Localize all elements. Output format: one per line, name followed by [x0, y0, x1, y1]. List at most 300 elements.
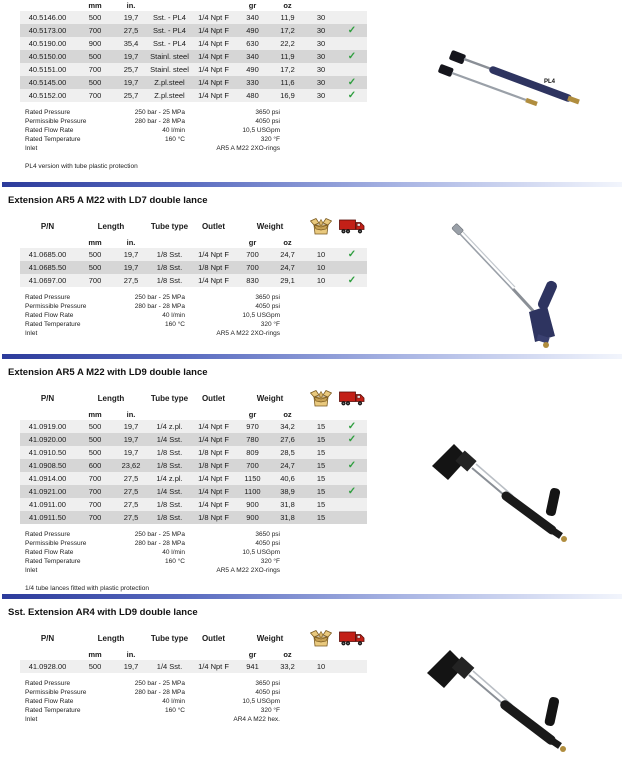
column-header-length: Length	[97, 221, 125, 231]
pn-cell: 41.0914.00	[28, 474, 67, 483]
tube-type-cell: Sst. - PL4	[153, 13, 186, 22]
tube-type-cell: 1/4 Sst.	[156, 662, 183, 671]
mm-cell: 600	[88, 461, 102, 470]
table-row	[20, 433, 367, 446]
tube-type-cell: 1/8 Sst.	[156, 500, 183, 509]
spec-value-metric	[128, 715, 185, 724]
spec-value-imperial: 3650 psi	[255, 109, 280, 116]
oz-cell: 27,6	[280, 435, 295, 444]
gr-cell: 330	[246, 78, 259, 87]
spec-block	[25, 108, 280, 153]
in-cell: 19,7	[123, 448, 139, 457]
spec-row	[25, 126, 280, 135]
section-separator-bar	[2, 594, 622, 599]
gr-cell: 970	[246, 422, 259, 431]
in-cell: 27,5	[123, 487, 139, 496]
spec-value-imperial: AR4 A M22 hex.	[233, 716, 280, 723]
spec-value-imperial: 10,5 USGpm	[242, 312, 280, 319]
qty-cell: 15	[316, 474, 326, 483]
footnote: 1/4 tube lances fitted with plastic protection	[25, 585, 149, 592]
oz-cell: 17,2	[280, 65, 295, 74]
spec-label: Rated Pressure	[25, 294, 71, 301]
spec-label: Rated Flow Rate	[25, 549, 74, 556]
pn-cell: 40.5145.00	[28, 78, 67, 87]
package-icon	[305, 217, 337, 236]
oz-cell: 31,8	[280, 500, 295, 509]
table-subheader-row	[20, 409, 367, 420]
mm-cell: 500	[88, 52, 102, 61]
package-icon	[305, 629, 337, 648]
outlet-cell: 1/4 Npt F	[198, 662, 229, 671]
oz-cell: 11,6	[280, 78, 295, 87]
mm-cell: 500	[88, 448, 102, 457]
mm-cell: 700	[88, 276, 102, 285]
qty-cell: 30	[316, 52, 326, 61]
spec-value-metric: 280 bar - 28 MPa	[134, 540, 185, 547]
spec-row	[25, 293, 280, 302]
spec-row	[25, 329, 280, 338]
check-icon: ✓	[347, 76, 357, 88]
truck-icon	[337, 218, 367, 235]
table-row	[20, 660, 367, 673]
spec-label: Inlet	[25, 145, 38, 152]
outlet-cell: 1/4 Npt F	[198, 39, 229, 48]
spec-value-imperial: AR5 A M22 2XO-rings	[216, 330, 280, 337]
spec-label: Rated Pressure	[25, 531, 71, 538]
tube-type-cell: 1/8 Sst.	[156, 448, 183, 457]
tube-type-cell: Stainl. steel	[150, 65, 189, 74]
product-table	[20, 215, 367, 287]
section-title: Extension AR5 A M22 with LD9 double lance	[8, 367, 208, 378]
truck-icon	[337, 390, 367, 407]
subheader-oz: oz	[283, 1, 292, 10]
tube-type-cell: Z.pl.steel	[154, 78, 185, 87]
table-subheader-row	[20, 649, 367, 660]
spec-value-imperial: 4050 psi	[255, 689, 280, 696]
qty-cell: 10	[316, 662, 326, 671]
spec-value-metric: 40 l/min	[162, 549, 185, 556]
qty-cell: 30	[316, 26, 326, 35]
spec-label: Permissible Pressure	[25, 303, 87, 310]
oz-cell: 29,1	[280, 276, 295, 285]
mm-cell: 500	[88, 435, 102, 444]
table-header-row	[20, 627, 367, 649]
tube-type-cell: 1/8 Sst.	[156, 263, 183, 272]
qty-cell: 30	[316, 13, 326, 22]
spec-value-metric: 280 bar - 28 MPa	[134, 118, 185, 125]
qty-cell: 15	[316, 500, 326, 509]
column-header-pn: P/N	[40, 221, 55, 231]
column-header-tube-type: Tube type	[150, 633, 189, 643]
gr-cell: 490	[246, 65, 259, 74]
spec-value-imperial: 4050 psi	[255, 303, 280, 310]
spec-value-metric: 40 l/min	[162, 698, 185, 705]
spec-row	[25, 302, 280, 311]
pn-cell: 40.5173.00	[28, 26, 67, 35]
qty-cell: 15	[316, 461, 326, 470]
table-row	[20, 37, 367, 50]
column-header-length: Length	[97, 633, 125, 643]
column-header-weight: Weight	[256, 221, 284, 231]
outlet-cell: 1/4 Npt F	[198, 500, 229, 509]
outlet-cell: 1/4 Npt F	[198, 422, 229, 431]
pl4-image-label: PL4	[544, 79, 556, 85]
gr-cell: 900	[246, 513, 259, 522]
table-subheader-row	[20, 237, 367, 248]
check-icon: ✓	[347, 248, 357, 260]
outlet-cell: 1/8 Npt F	[198, 263, 229, 272]
gr-cell: 1150	[244, 474, 261, 483]
section-separator-bar	[2, 182, 622, 187]
subheader-mm: mm	[88, 410, 102, 419]
column-header-pn: P/N	[40, 633, 55, 643]
spec-value-metric: 250 bar - 25 MPa	[134, 294, 185, 301]
column-header-pn: P/N	[40, 393, 55, 403]
oz-cell: 16,9	[280, 91, 295, 100]
outlet-cell: 1/4 Npt F	[198, 13, 229, 22]
table-row	[20, 511, 367, 524]
mm-cell: 500	[88, 662, 102, 671]
table-row	[20, 274, 367, 287]
gr-cell: 630	[246, 39, 259, 48]
oz-cell: 33,2	[280, 662, 295, 671]
qty-cell: 30	[316, 91, 326, 100]
check-icon: ✓	[347, 459, 357, 471]
pn-cell: 40.5151.00	[28, 65, 67, 74]
mm-cell: 700	[88, 26, 102, 35]
spec-label: Permissible Pressure	[25, 118, 87, 125]
oz-cell: 28,5	[280, 448, 295, 457]
footnote: PL4 version with tube plastic protection	[25, 163, 138, 170]
column-header-weight: Weight	[256, 633, 284, 643]
pn-cell: 41.0910.50	[28, 448, 67, 457]
section-title: Sst. Extension AR4 with LD9 double lance	[8, 607, 198, 618]
mm-cell: 700	[88, 65, 102, 74]
in-cell: 25,7	[123, 65, 139, 74]
spec-block	[25, 679, 280, 724]
table-subheader-row	[20, 0, 367, 11]
product-image-ld9-double-lance	[428, 436, 588, 546]
oz-cell: 17,2	[280, 26, 295, 35]
spec-label: Inlet	[25, 716, 38, 723]
tube-type-cell: 1/8 Sst.	[156, 276, 183, 285]
spec-value-imperial: 320 °F	[260, 707, 280, 714]
outlet-cell: 1/4 Npt F	[198, 26, 229, 35]
column-header-length: Length	[97, 393, 125, 403]
spec-value-imperial: AR5 A M22 2XO-rings	[216, 145, 280, 152]
table-row	[20, 11, 367, 24]
subheader-gr: gr	[248, 1, 257, 10]
subheader-gr: gr	[248, 650, 257, 659]
spec-value-imperial: 10,5 USGpm	[242, 549, 280, 556]
pn-cell: 41.0928.00	[28, 662, 67, 671]
table-row	[20, 89, 367, 102]
gr-cell: 700	[246, 250, 259, 259]
check-icon: ✓	[347, 420, 357, 432]
mm-cell: 500	[88, 13, 102, 22]
qty-cell: 30	[316, 65, 326, 74]
table-row	[20, 261, 367, 274]
outlet-cell: 1/4 Npt F	[198, 474, 229, 483]
mm-cell: 700	[88, 474, 102, 483]
qty-cell: 15	[316, 513, 326, 522]
in-cell: 35,4	[123, 39, 139, 48]
spec-row	[25, 311, 280, 320]
spec-value-metric: 160 °C	[165, 321, 185, 328]
table-row	[20, 63, 367, 76]
product-table	[20, 0, 367, 102]
outlet-cell: 1/4 Npt F	[198, 52, 229, 61]
column-header-outlet: Outlet	[201, 393, 226, 403]
spec-value-imperial: 3650 psi	[255, 294, 280, 301]
table-row	[20, 50, 367, 63]
mm-cell: 700	[88, 513, 102, 522]
spec-value-metric: 280 bar - 28 MPa	[134, 303, 185, 310]
in-cell: 19,7	[123, 52, 139, 61]
subheader-oz: oz	[283, 410, 292, 419]
tube-type-cell: 1/8 Sst.	[156, 513, 183, 522]
outlet-cell: 1/4 Npt F	[198, 65, 229, 74]
mm-cell: 900	[88, 39, 102, 48]
oz-cell: 24,7	[280, 250, 295, 259]
spec-value-imperial: 3650 psi	[255, 680, 280, 687]
mm-cell: 500	[88, 422, 102, 431]
spec-label: Permissible Pressure	[25, 689, 87, 696]
gr-cell: 809	[246, 448, 259, 457]
pn-cell: 41.0919.00	[28, 422, 67, 431]
mm-cell: 500	[88, 263, 102, 272]
section-title: Extension AR5 A M22 with LD7 double lance	[8, 195, 208, 206]
qty-cell: 15	[316, 422, 326, 431]
check-icon: ✓	[347, 50, 357, 62]
tube-type-cell: Z.pl.steel	[154, 91, 185, 100]
truck-icon	[337, 630, 367, 647]
check-icon: ✓	[347, 89, 357, 101]
spec-value-imperial: 4050 psi	[255, 540, 280, 547]
qty-cell: 30	[316, 78, 326, 87]
pn-cell: 40.5190.00	[28, 39, 67, 48]
table-row	[20, 485, 367, 498]
spec-label: Rated Pressure	[25, 109, 71, 116]
product-table	[20, 387, 367, 524]
check-icon: ✓	[347, 485, 357, 497]
gr-cell: 900	[246, 500, 259, 509]
oz-cell: 24,7	[280, 263, 295, 272]
in-cell: 27,5	[123, 474, 139, 483]
product-table	[20, 627, 367, 673]
in-cell: 19,7	[123, 662, 139, 671]
mm-cell: 700	[88, 487, 102, 496]
spec-value-metric: 280 bar - 28 MPa	[134, 689, 185, 696]
in-cell: 27,5	[123, 513, 139, 522]
outlet-cell: 1/4 Npt F	[198, 487, 229, 496]
spec-value-metric: 250 bar - 25 MPa	[134, 680, 185, 687]
tube-type-cell: Sst. - PL4	[153, 26, 186, 35]
table-body	[20, 660, 367, 673]
in-cell: 19,7	[123, 78, 139, 87]
spec-value-imperial: 320 °F	[260, 136, 280, 143]
spec-row	[25, 530, 280, 539]
outlet-cell: 1/8 Npt F	[198, 448, 229, 457]
subheader-gr: gr	[248, 238, 257, 247]
oz-cell: 22,2	[280, 39, 295, 48]
in-cell: 27,5	[123, 500, 139, 509]
spec-label: Rated Temperature	[25, 707, 81, 714]
subheader-gr: gr	[248, 410, 257, 419]
spec-label: Rated Flow Rate	[25, 312, 74, 319]
gr-cell: 780	[246, 435, 259, 444]
in-cell: 19,7	[123, 422, 139, 431]
gr-cell: 480	[246, 91, 259, 100]
product-image-pl4-lances	[436, 40, 631, 120]
spec-value-metric: 160 °C	[165, 707, 185, 714]
gr-cell: 700	[246, 461, 259, 470]
gr-cell: 830	[246, 276, 259, 285]
in-cell: 19,7	[123, 250, 139, 259]
outlet-cell: 1/8 Npt F	[198, 461, 229, 470]
column-header-outlet: Outlet	[201, 633, 226, 643]
mm-cell: 500	[88, 250, 102, 259]
qty-cell: 15	[316, 487, 326, 496]
qty-cell: 30	[316, 39, 326, 48]
tube-type-cell: 1/8 Sst.	[156, 461, 183, 470]
pn-cell: 41.0920.00	[28, 435, 67, 444]
table-row	[20, 472, 367, 485]
tube-type-cell: 1/4 Sst.	[156, 487, 183, 496]
spec-value-metric: 160 °C	[165, 558, 185, 565]
spec-row	[25, 566, 280, 575]
subheader-in: in.	[126, 238, 136, 247]
table-row	[20, 446, 367, 459]
product-image-ar4-ld9-lance	[423, 641, 588, 759]
spec-row	[25, 144, 280, 153]
column-header-outlet: Outlet	[201, 221, 226, 231]
column-header-tube-type: Tube type	[150, 393, 189, 403]
outlet-cell: 1/4 Npt F	[198, 435, 229, 444]
spec-value-metric: 250 bar - 25 MPa	[134, 531, 185, 538]
spec-value-metric	[128, 566, 185, 575]
subheader-oz: oz	[283, 650, 292, 659]
in-cell: 23,62	[121, 461, 141, 470]
subheader-mm: mm	[88, 650, 102, 659]
tube-type-cell: 1/4 Sst.	[156, 435, 183, 444]
check-icon: ✓	[347, 433, 357, 445]
pn-cell: 41.0908.50	[28, 461, 67, 470]
gr-cell: 340	[246, 13, 259, 22]
spec-row	[25, 135, 280, 144]
tube-type-cell: 1/4 z.pl.	[156, 474, 183, 483]
pn-cell: 41.0911.00	[29, 500, 66, 509]
spec-value-imperial: 10,5 USGpm	[242, 127, 280, 134]
mm-cell: 500	[88, 78, 102, 87]
pn-cell: 41.0697.00	[28, 276, 67, 285]
spec-label: Inlet	[25, 567, 38, 574]
pn-cell: 40.5150.00	[28, 52, 67, 61]
spec-block	[25, 530, 280, 575]
in-cell: 19,7	[123, 435, 139, 444]
gr-cell: 941	[246, 662, 259, 671]
table-row	[20, 76, 367, 89]
column-header-weight: Weight	[256, 393, 284, 403]
pn-cell: 40.5152.00	[28, 91, 67, 100]
tube-type-cell: 1/8 Sst.	[156, 250, 183, 259]
oz-cell: 11,9	[280, 52, 295, 61]
spec-label: Rated Temperature	[25, 558, 81, 565]
in-cell: 19,7	[123, 263, 139, 272]
column-header-tube-type: Tube type	[150, 221, 189, 231]
subheader-in: in.	[126, 1, 136, 10]
qty-cell: 10	[316, 263, 326, 272]
spec-value-imperial: 10,5 USGpm	[242, 698, 280, 705]
spec-value-imperial: 320 °F	[260, 321, 280, 328]
spec-row	[25, 548, 280, 557]
spec-row	[25, 715, 280, 724]
table-header-row	[20, 387, 367, 409]
outlet-cell: 1/8 Npt F	[198, 513, 229, 522]
mm-cell: 700	[88, 91, 102, 100]
qty-cell: 15	[316, 448, 326, 457]
gr-cell: 490	[246, 26, 259, 35]
oz-cell: 31,8	[280, 513, 295, 522]
product-image-ld7-double-lance	[443, 220, 598, 350]
mm-cell: 700	[88, 500, 102, 509]
table-row	[20, 24, 367, 37]
spec-row	[25, 679, 280, 688]
pn-cell: 41.0911.50	[29, 513, 66, 522]
spec-row	[25, 108, 280, 117]
oz-cell: 24,7	[280, 461, 295, 470]
subheader-in: in.	[126, 650, 136, 659]
spec-row	[25, 539, 280, 548]
spec-label: Rated Flow Rate	[25, 698, 74, 705]
table-body	[20, 420, 367, 524]
spec-row	[25, 320, 280, 329]
spec-label: Permissible Pressure	[25, 540, 87, 547]
spec-label: Rated Temperature	[25, 321, 81, 328]
spec-value-metric: 40 l/min	[162, 127, 185, 134]
table-body	[20, 248, 367, 287]
outlet-cell: 1/4 Npt F	[198, 91, 229, 100]
spec-label: Inlet	[25, 330, 38, 337]
section-separator-bar	[2, 354, 622, 359]
pn-cell: 40.5146.00	[28, 13, 67, 22]
oz-cell: 11,9	[280, 13, 295, 22]
spec-row	[25, 688, 280, 697]
pn-cell: 41.0921.00	[28, 487, 67, 496]
check-icon: ✓	[347, 274, 357, 286]
qty-cell: 10	[316, 250, 326, 259]
table-row	[20, 420, 367, 433]
subheader-in: in.	[126, 410, 136, 419]
subheader-mm: mm	[88, 1, 102, 10]
outlet-cell: 1/4 Npt F	[198, 250, 229, 259]
spec-block	[25, 293, 280, 338]
table-row	[20, 459, 367, 472]
spec-value-metric: 40 l/min	[162, 312, 185, 319]
oz-cell: 34,2	[280, 422, 295, 431]
spec-label: Rated Flow Rate	[25, 127, 74, 134]
spec-value-imperial: 3650 psi	[255, 531, 280, 538]
spec-row	[25, 557, 280, 566]
in-cell: 19,7	[123, 13, 139, 22]
spec-value-metric	[128, 144, 185, 153]
spec-value-metric: 160 °C	[165, 136, 185, 143]
spec-label: Rated Temperature	[25, 136, 81, 143]
in-cell: 27,5	[123, 276, 139, 285]
subheader-mm: mm	[88, 238, 102, 247]
spec-value-metric: 250 bar - 25 MPa	[134, 109, 185, 116]
check-icon: ✓	[347, 24, 357, 36]
